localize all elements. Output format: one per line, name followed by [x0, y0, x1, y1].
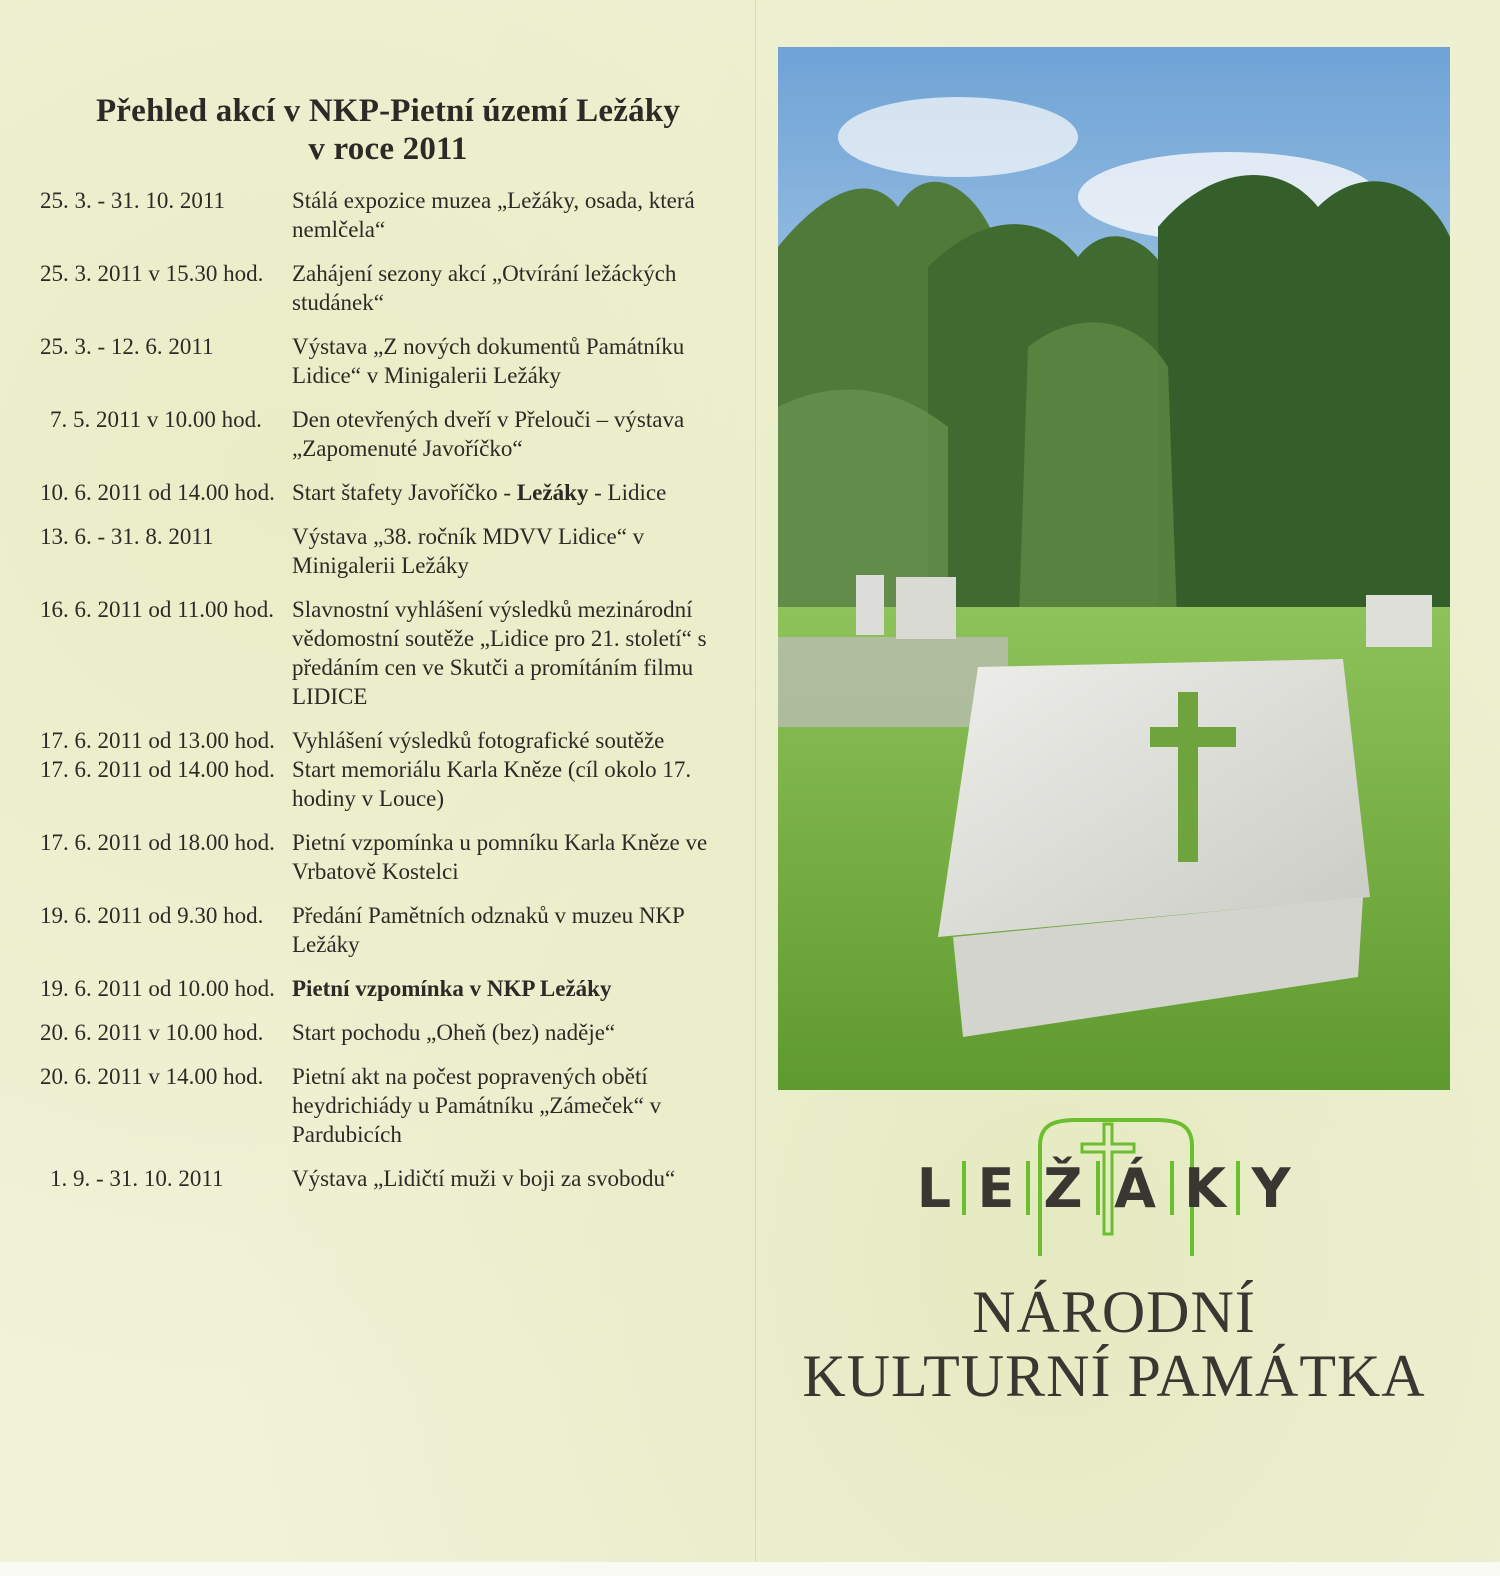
event-date: 10. 6. 2011 od 14.00 hod.	[40, 480, 275, 505]
event-date: 25. 3. - 31. 10. 2011	[40, 188, 226, 213]
event-description: Výstava „Z nových dokumentů Památníku Lidice“ v Minigalerii Ležáky	[292, 334, 685, 388]
event-description: Start pochodu „Oheň (bez) naděje“	[292, 1020, 616, 1045]
event-description	[292, 478, 730, 507]
event-date: 19. 6. 2011 od 10.00 hod.	[40, 976, 275, 1001]
schedule-title-line1: Přehled akcí v NKP-Pietní území Ležáky	[95, 93, 681, 129]
event-description: Pietní akt na počest popravených obětí heydrichiády u Památníku „Zámeček“ v Pardubicích	[292, 1064, 662, 1147]
event-date: 17. 6. 2011 od 13.00 hod.	[40, 728, 275, 753]
logo-letter: Y	[1251, 1156, 1291, 1220]
monument-heading-line1: NÁRODNÍ	[972, 1279, 1256, 1345]
event-row	[40, 901, 730, 959]
logo-divider	[962, 1161, 966, 1215]
event-schedule	[40, 92, 730, 1193]
event-row	[40, 755, 730, 813]
event-row	[40, 974, 730, 1003]
event-row	[40, 405, 730, 463]
event-row	[40, 478, 730, 507]
lezaky-logo	[912, 1116, 1312, 1256]
cloud	[838, 97, 1078, 177]
event-description: Den otevřených dveří v Přelouči – výstava „Zapomenuté Javoříčko“	[292, 407, 685, 461]
event-date: 13. 6. - 31. 8. 2011	[40, 524, 214, 549]
event-description-part: Start štafety Javoříčko -	[292, 480, 517, 505]
schedule-title	[40, 92, 730, 168]
event-date: 20. 6. 2011 v 10.00 hod.	[40, 1020, 264, 1045]
event-date: 1. 9. - 31. 10. 2011	[50, 1166, 224, 1191]
event-date: 20. 6. 2011 v 14.00 hod.	[40, 1064, 264, 1089]
distant-stone	[1366, 595, 1432, 647]
event-date: 7. 5. 2011 v 10.00 hod.	[50, 407, 262, 432]
logo-letter: E	[977, 1156, 1015, 1220]
monument-heading	[778, 1280, 1450, 1408]
logo-letter: Ž	[1043, 1156, 1083, 1220]
event-description: Předání Pamětních odznaků v muzeu NKP Ležáky	[292, 903, 684, 957]
event-description: Vyhlášení výsledků fotografické soutěže	[292, 728, 665, 753]
event-row	[40, 595, 730, 711]
event-date: 16. 6. 2011 od 11.00 hod.	[40, 597, 275, 622]
memorial-photo	[778, 47, 1450, 1090]
event-row	[40, 259, 730, 317]
logo-divider	[1026, 1161, 1030, 1215]
memorial-illustration	[778, 47, 1450, 1090]
event-date: 17. 6. 2011 od 14.00 hod.	[40, 757, 275, 782]
event-description: Stálá expozice muzea „Ležáky, osada, která nemlčela“	[292, 188, 695, 242]
event-row	[40, 332, 730, 390]
distant-stone	[856, 575, 884, 635]
event-description: Zahájení sezony akcí „Otvírání ležáckých studánek“	[292, 261, 677, 315]
event-row	[40, 726, 730, 755]
logo-letter: L	[916, 1156, 952, 1220]
event-date: 17. 6. 2011 od 18.00 hod.	[40, 830, 275, 855]
event-row	[40, 522, 730, 580]
event-description-emphasis: Pietní vzpomínka v NKP Ležáky	[292, 976, 612, 1001]
event-row	[40, 1062, 730, 1149]
logo-divider	[1096, 1161, 1100, 1215]
event-row	[40, 828, 730, 886]
event-row	[40, 186, 730, 244]
paper-edge	[0, 1562, 1500, 1576]
event-description-emphasis: Ležáky	[516, 480, 589, 505]
tree-birch	[1018, 322, 1178, 647]
event-date: 25. 3. 2011 v 15.30 hod.	[40, 261, 264, 286]
event-description	[292, 974, 730, 1003]
tree-right	[1158, 175, 1450, 647]
distant-stone	[896, 577, 956, 639]
schedule-title-line2: v roce 2011	[308, 131, 468, 167]
fold-line	[755, 0, 756, 1576]
event-description: Start memoriálu Karla Kněze (cíl okolo 17. hodiny v Louce)	[292, 757, 692, 811]
event-row	[40, 1018, 730, 1047]
event-date: 25. 3. - 12. 6. 2011	[40, 334, 214, 359]
logo-divider	[1236, 1161, 1240, 1215]
event-description: Pietní vzpomínka u pomníku Karla Kněze ve Vrbatově Kostelci	[292, 830, 708, 884]
event-date: 19. 6. 2011 od 9.30 hod.	[40, 903, 264, 928]
logo-wordmark	[912, 1158, 1312, 1218]
event-row	[40, 1164, 730, 1193]
event-list	[40, 186, 730, 1193]
event-description-part: - Lidice	[588, 480, 667, 505]
logo-letter: Á	[1114, 1156, 1156, 1220]
monument-heading-line2: KULTURNÍ PAMÁTKA	[802, 1343, 1426, 1409]
memorial-stone	[938, 659, 1370, 937]
logo-divider	[1170, 1161, 1174, 1215]
event-description: Výstava „Lidičtí muži v boji za svobodu“	[292, 1166, 676, 1191]
event-description: Výstava „38. ročník MDVV Lidice“ v Minigalerii Ležáky	[292, 524, 645, 578]
event-description: Slavnostní vyhlášení výsledků mezinárodní vědomostní soutěže „Lidice pro 21. století“ s předáním cen ve Skutči a promítáním filmu LIDICE	[292, 597, 707, 709]
logo-letter: K	[1184, 1156, 1226, 1220]
